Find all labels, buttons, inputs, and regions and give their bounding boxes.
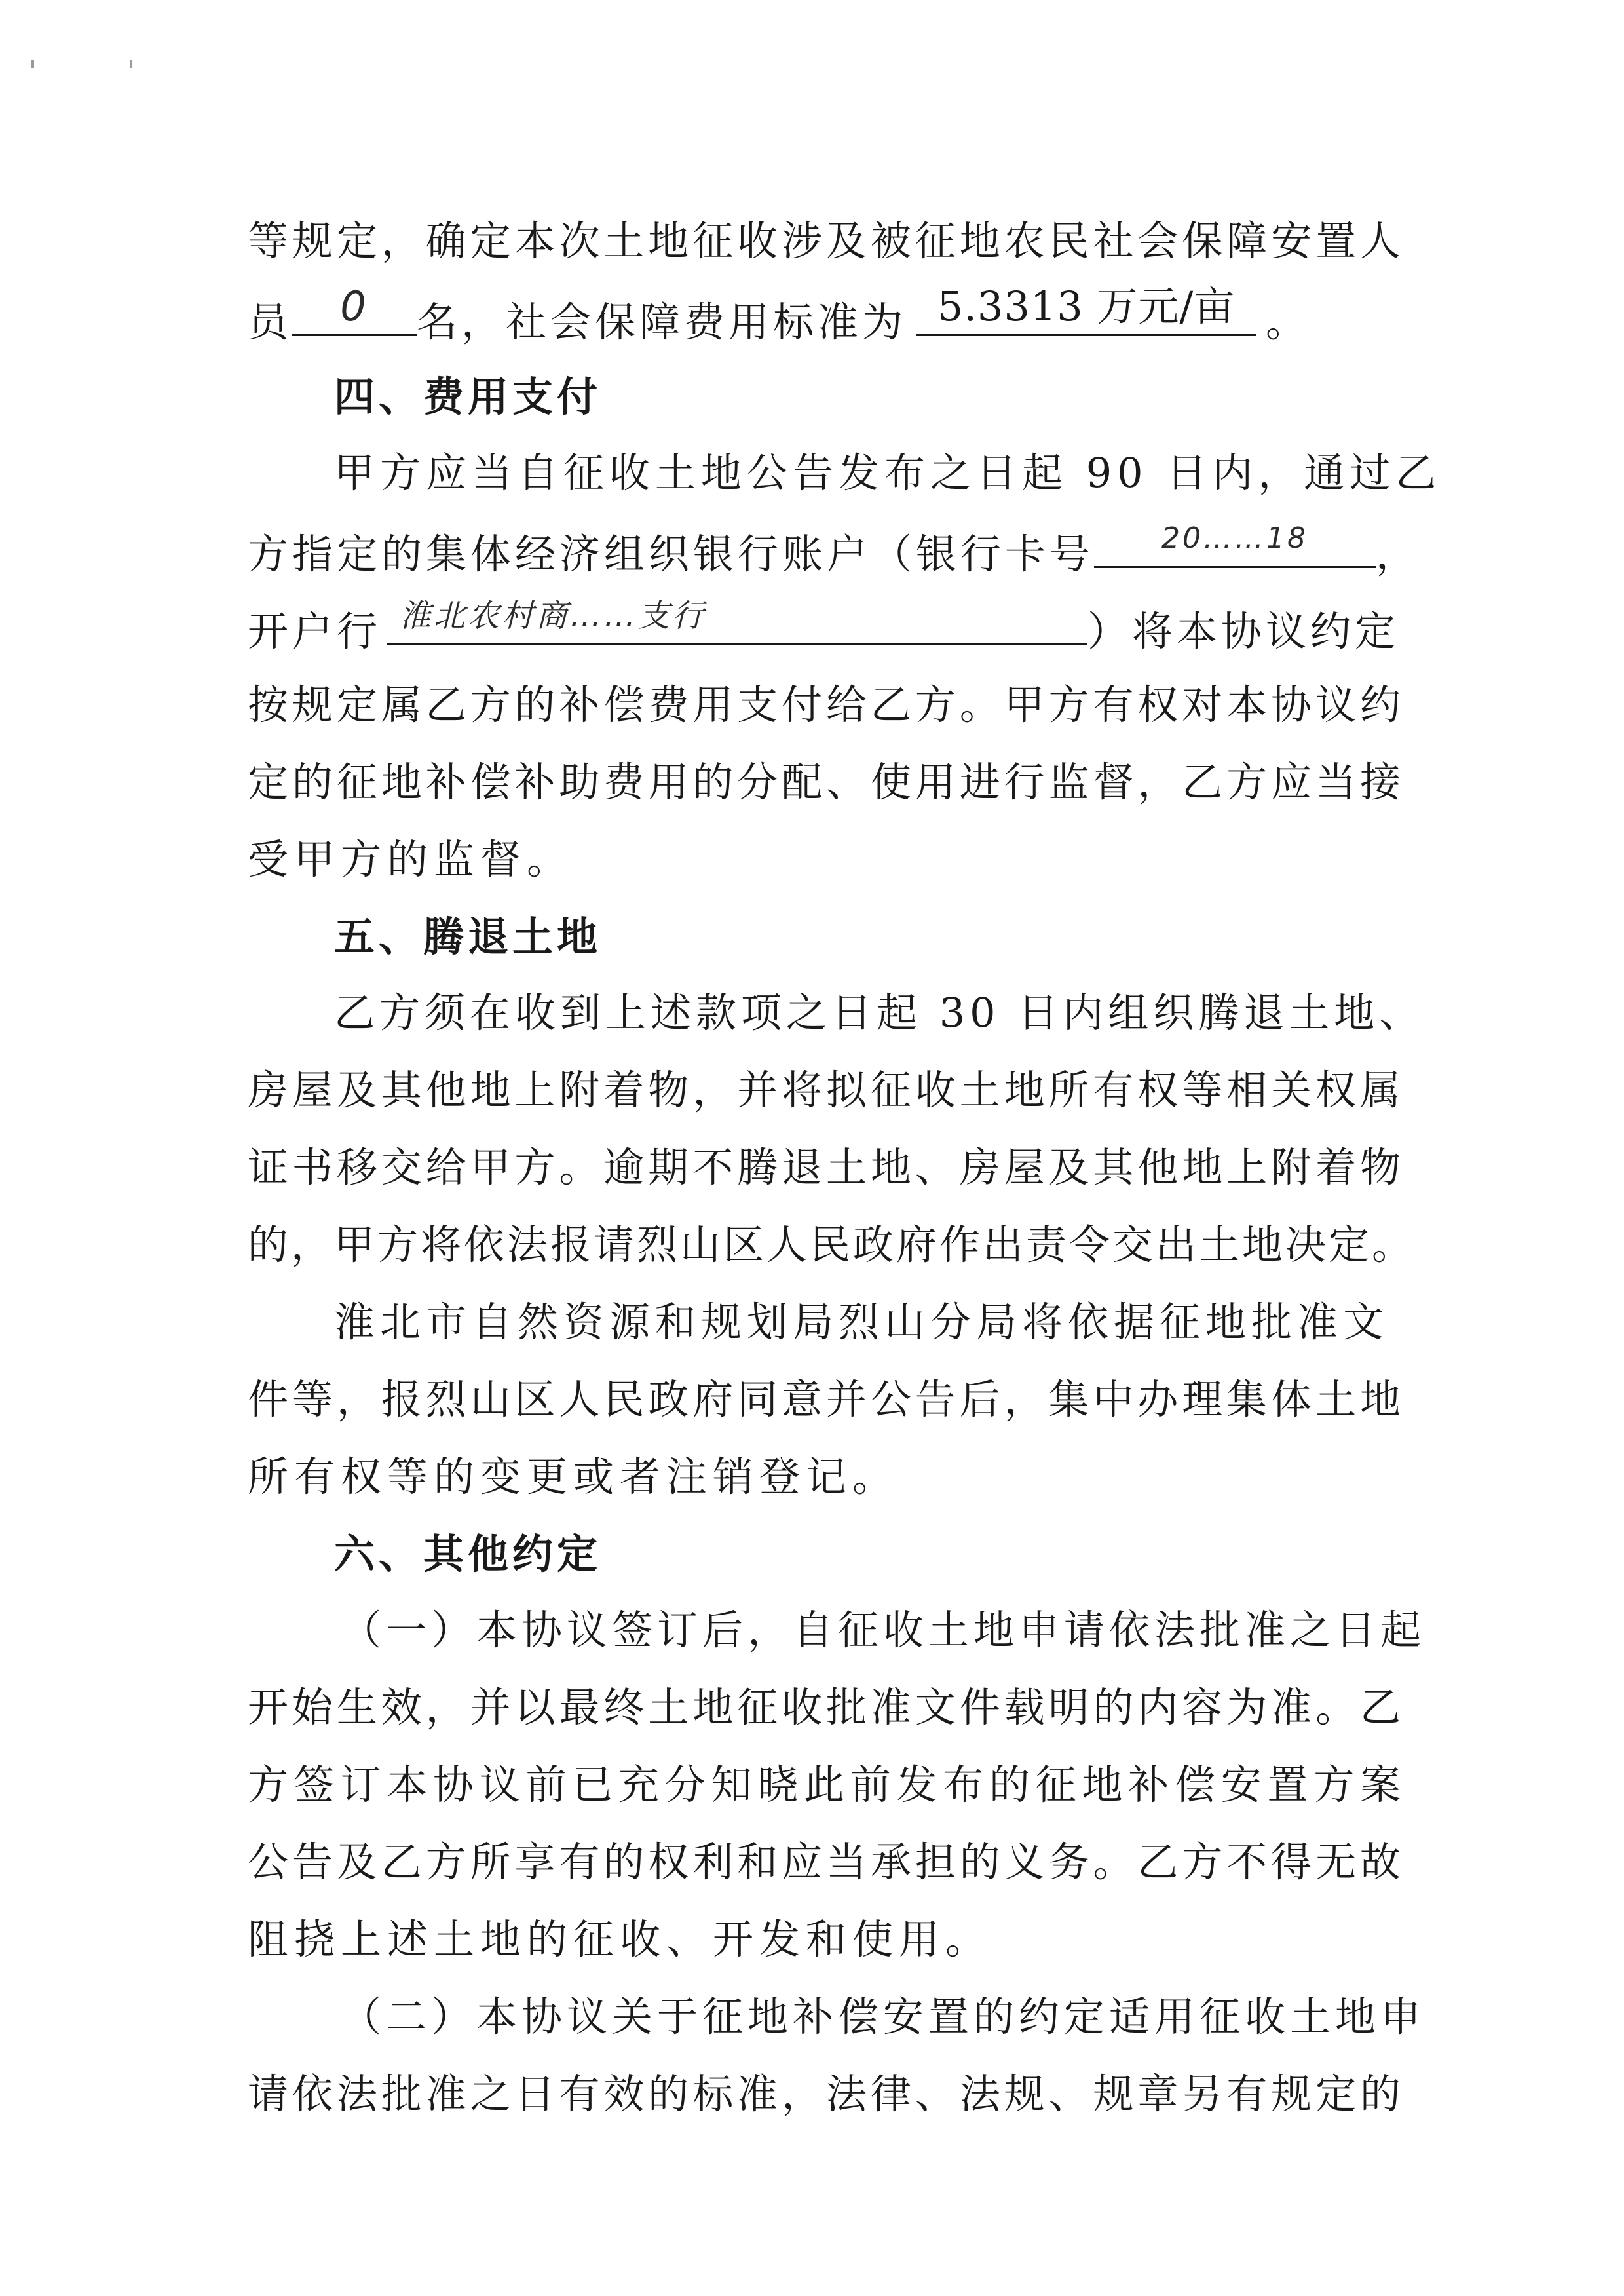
body-line: 请依法批准之日有效的标准，法律、法规、规章另有规定的 [248, 2070, 1401, 2118]
body-line: 开始生效，并以最终土地征收批准文件载明的内容为准。乙 [248, 1683, 1401, 1731]
fill-blank-resettled-count [292, 282, 417, 336]
body-line: （一）本协议签订后，自征收土地申请依法批准之日起 [341, 1606, 1426, 1654]
body-text: ， [1376, 530, 1421, 578]
body-line: 淮北市自然资源和规划局烈山分局将依据征地批准文 [334, 1298, 1389, 1346]
section-heading-payment: 四、费用支付 [334, 373, 602, 421]
body-line: 的，甲方将依法报请烈山区人民政府作出责令交出土地决定。 [248, 1221, 1416, 1269]
body-line: 阻挠上述土地的征收、开发和使用。 [248, 1915, 992, 1963]
body-line: 方签订本协议前已充分知晓此前发布的征地补偿安置方案 [248, 1761, 1401, 1808]
body-line [248, 522, 1421, 578]
body-text: 名，社会保障费用标准为 [417, 298, 907, 346]
body-line: 公告及乙方所享有的权利和应当承担的义务。乙方不得无故 [248, 1838, 1401, 1886]
body-line: 所有权等的变更或者注销登记。 [248, 1453, 899, 1501]
body-line: 件等，报烈山区人民政府同意并公告后，集中办理集体土地 [248, 1375, 1401, 1423]
body-line: 房屋及其他地上附着物，并将拟征收土地所有权等相关权属 [248, 1066, 1401, 1114]
body-line: （二）本协议关于征地补偿安置的约定适用征收土地申 [341, 1993, 1426, 2040]
fill-blank-bank-card-number [1094, 524, 1376, 568]
body-line: 定的征地补偿补助费用的分配、使用进行监督，乙方应当接 [248, 758, 1401, 806]
fill-blank-social-security-standard [916, 282, 1256, 336]
body-line: 乙方须在收到上述款项之日起 30 日内组织腾退土地、 [334, 989, 1425, 1037]
scan-mark [31, 60, 34, 68]
body-line [248, 282, 1401, 346]
resettled-count-value: 0 [340, 282, 369, 330]
body-text: 方指定的集体经济组织银行账户（银行卡号 [248, 530, 1095, 578]
body-text: 。 [1266, 298, 1311, 346]
scan-mark [130, 60, 132, 68]
section-heading-other-terms: 六、其他约定 [334, 1530, 602, 1578]
body-line: 按规定属乙方的补偿费用支付给乙方。甲方有权对本协议约 [248, 681, 1401, 729]
body-text: ）将本协议约定 [1087, 607, 1400, 655]
body-line: 等规定，确定本次土地征收涉及被征地农民社会保障安置人 [248, 217, 1401, 265]
body-text: 员 [248, 298, 293, 346]
bank-branch-value: 淮北农村商……支行 [400, 598, 707, 634]
body-line: 受甲方的监督。 [248, 835, 574, 883]
bank-card-number-value: 20……18 [1161, 522, 1308, 555]
body-text: 开户行 [248, 607, 382, 655]
social-security-standard-value: 5.3313 万元/亩 [937, 282, 1236, 330]
fill-blank-bank-branch [387, 598, 1087, 645]
body-line: 甲方应当自征收土地公告发布之日起 90 日内，通过乙 [334, 449, 1442, 497]
body-line: 证书移交给甲方。逾期不腾退土地、房屋及其他地上附着物 [248, 1143, 1401, 1191]
body-line [248, 598, 1401, 655]
section-heading-vacate-land: 五、腾退土地 [334, 913, 602, 961]
